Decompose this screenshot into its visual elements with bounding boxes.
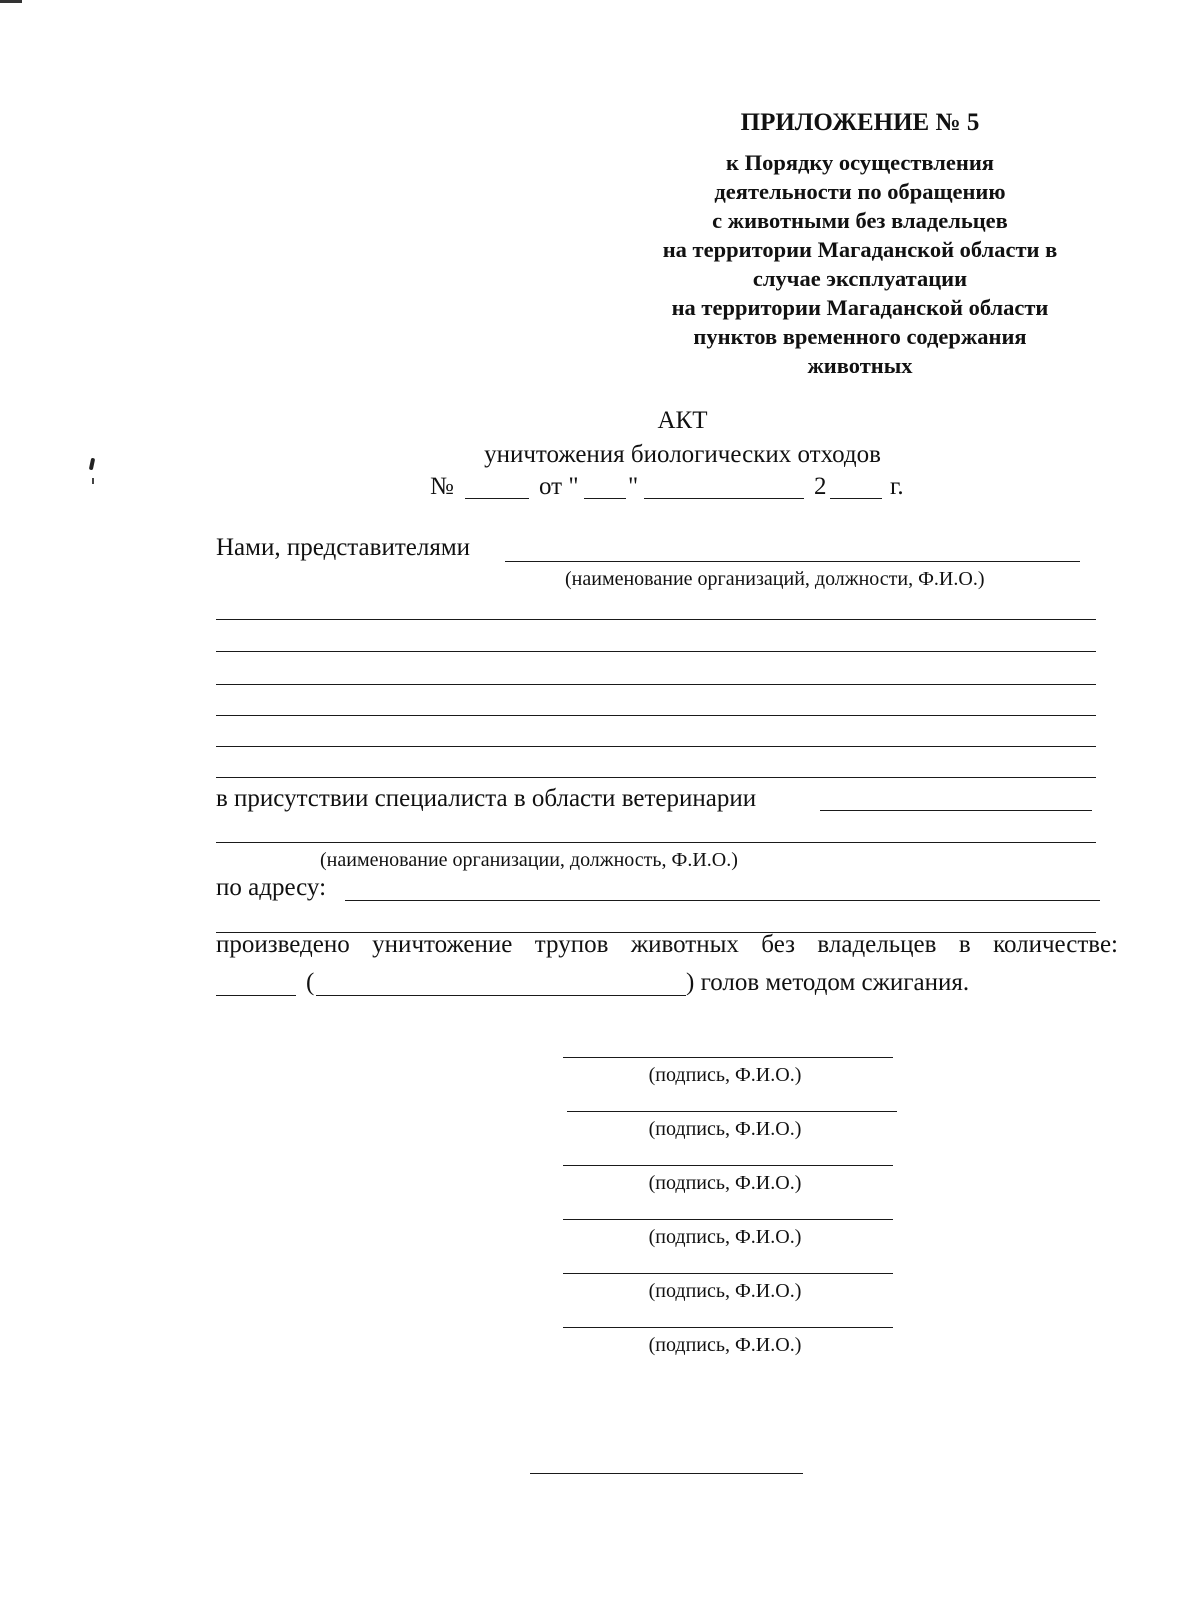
closing-divider [530, 1473, 803, 1474]
appendix-line: на территории Магаданской области в [662, 237, 1058, 262]
appendix-title: ПРИЛОЖЕНИЕ № 5 [740, 109, 980, 136]
appendix-header [615, 108, 1105, 380]
signature-line[interactable] [567, 1111, 897, 1112]
appendix-line: пунктов временного содержания [693, 324, 1027, 349]
representatives-line[interactable] [216, 715, 1096, 716]
scan-artifact [0, 0, 22, 3]
signature-line[interactable] [563, 1057, 893, 1058]
representatives-line[interactable] [216, 777, 1096, 778]
veterinary-label: в присутствии специалиста в области ветеринарии [216, 785, 757, 812]
signature-caption: (подпись, Ф.И.О.) [648, 1226, 802, 1248]
representatives-line[interactable] [216, 746, 1096, 747]
representatives-line[interactable] [216, 651, 1096, 652]
signature-caption: (подпись, Ф.И.О.) [648, 1064, 802, 1086]
representatives-line[interactable] [216, 684, 1096, 685]
representatives-caption: (наименование организаций, должности, Ф.И.О.) [565, 568, 985, 590]
signature-line[interactable] [563, 1273, 893, 1274]
signature-caption: (подпись, Ф.И.О.) [648, 1118, 802, 1140]
signature-line[interactable] [563, 1165, 893, 1166]
scan-artifact [92, 478, 94, 484]
quantity-number-field[interactable] [216, 995, 296, 996]
act-month-field[interactable] [644, 498, 804, 499]
scan-artifact [89, 458, 95, 471]
act-title: АКТ [657, 407, 708, 434]
signature-line[interactable] [563, 1327, 893, 1328]
signature-caption: (подпись, Ф.И.О.) [648, 1334, 802, 1356]
representatives-line[interactable] [216, 619, 1096, 620]
act-heading [300, 404, 1065, 472]
quantity-words-field[interactable] [316, 995, 686, 996]
representatives-field[interactable] [505, 561, 1080, 562]
destruction-method: ) голов методом сжигания. [686, 969, 970, 996]
signature-caption: (подпись, Ф.И.О.) [648, 1280, 802, 1302]
destruction-statement: произведено уничтожение трупов животных без владельцев в количестве: [216, 931, 1118, 958]
signature-line[interactable] [563, 1219, 893, 1220]
quantity-paren-open: ( [306, 969, 315, 996]
act-subtitle: уничтожения биологических отходов [484, 441, 881, 468]
act-year-suffix: г. [890, 473, 904, 500]
representatives-label: Нами, представителями [216, 534, 471, 561]
address-field[interactable] [345, 900, 1100, 901]
appendix-line: с животными без владельцев [712, 208, 1008, 233]
act-number-label: № [430, 473, 454, 500]
signature-caption: (подпись, Ф.И.О.) [648, 1172, 802, 1194]
veterinary-caption: (наименование организации, должность, Ф.И.О.) [320, 849, 738, 871]
appendix-line: к Порядку осуществления [726, 150, 994, 175]
appendix-line: деятельности по обращению [714, 179, 1006, 204]
act-quote-close: " [628, 473, 639, 500]
veterinary-line[interactable] [216, 842, 1096, 843]
appendix-line: на территории Магаданской области [671, 295, 1049, 320]
address-label: по адресу: [216, 874, 327, 901]
veterinary-field[interactable] [820, 810, 1092, 811]
act-from-label: от " [539, 473, 579, 500]
act-number-field[interactable] [465, 498, 529, 499]
act-year-prefix: 2 [814, 473, 827, 500]
act-day-field[interactable] [584, 498, 626, 499]
act-year-field[interactable] [830, 498, 882, 499]
appendix-line: животных [807, 353, 913, 378]
appendix-line: случае эксплуатации [752, 266, 968, 291]
